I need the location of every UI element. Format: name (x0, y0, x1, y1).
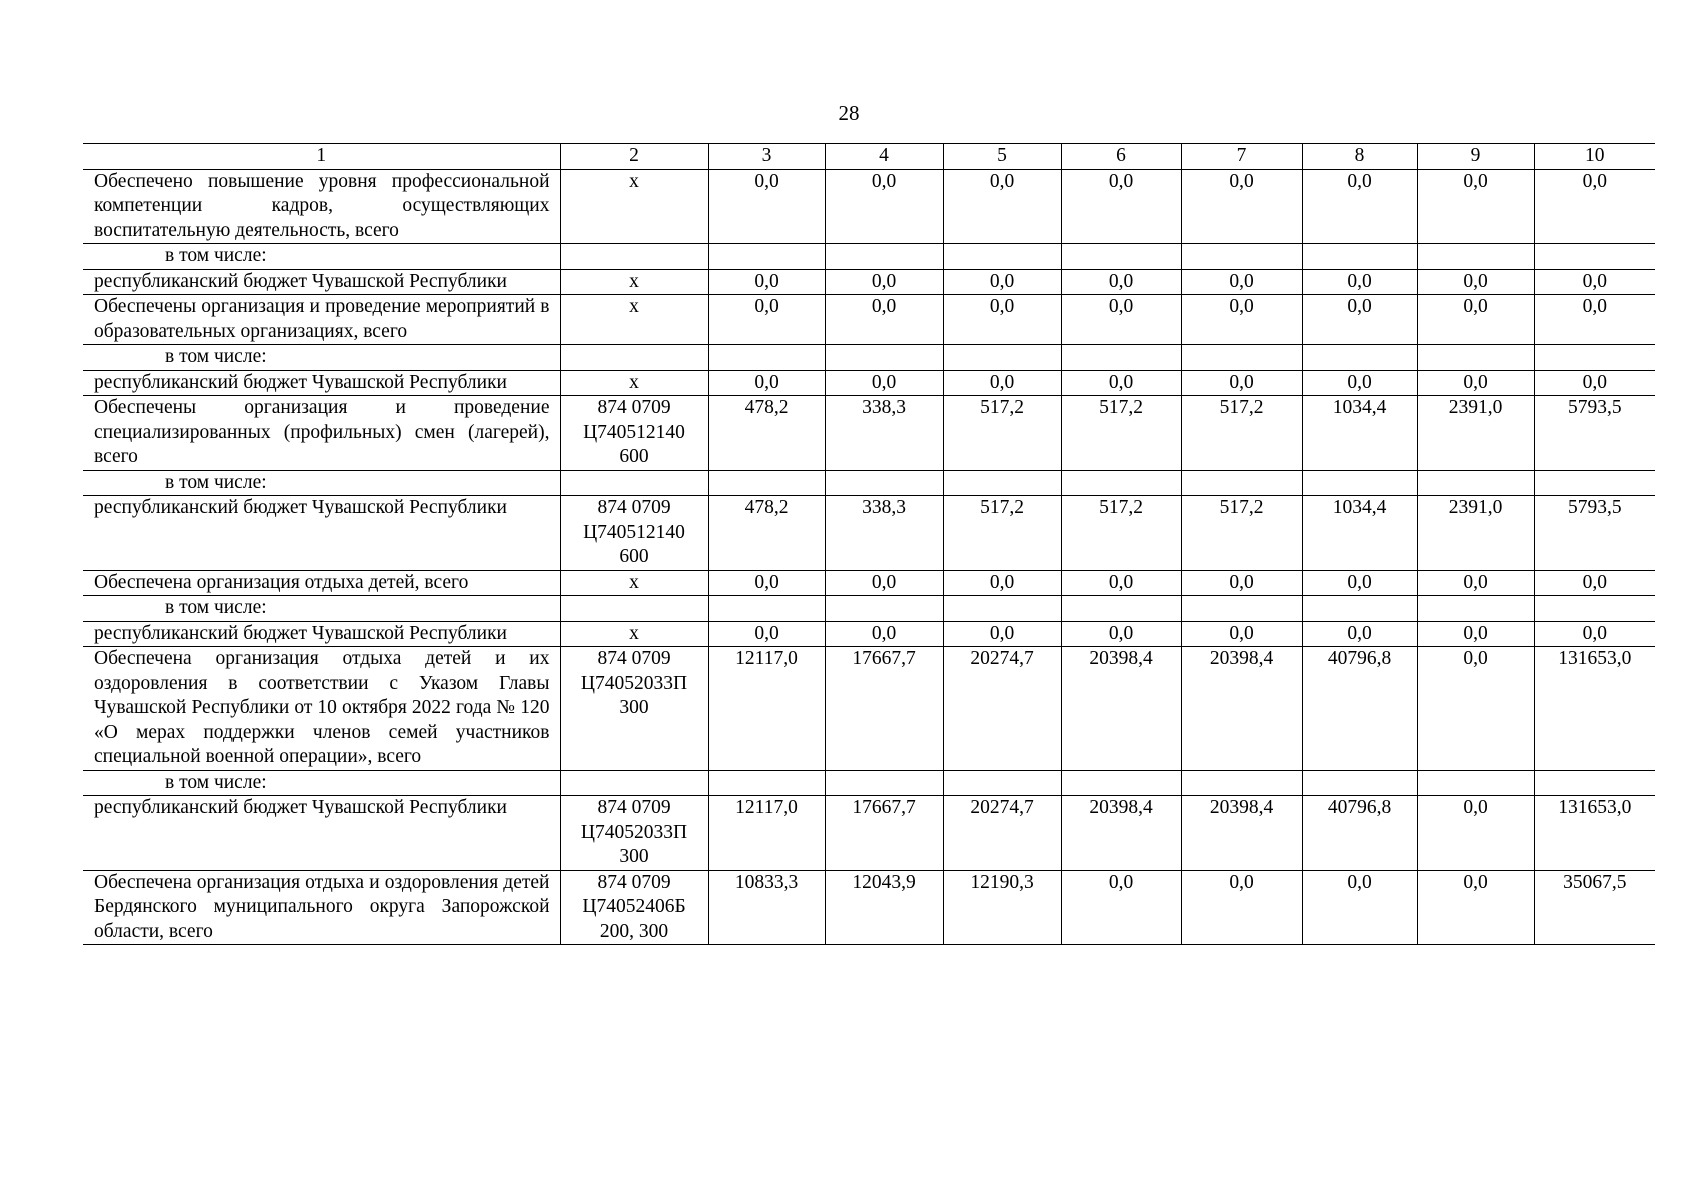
budget-code-cell (560, 647, 708, 771)
value-cell: 17667,7 (825, 647, 943, 771)
budget-code-cell (560, 796, 708, 871)
value-cell (708, 596, 825, 622)
budget-code-line: Ц74052033П (580, 672, 688, 694)
value-cell: 0,0 (1181, 295, 1302, 345)
column-header: 5 (943, 144, 1061, 170)
column-header: 8 (1302, 144, 1417, 170)
value-cell: 0,0 (943, 621, 1061, 647)
value-cell: 17667,7 (825, 796, 943, 871)
value-cell: 0,0 (1534, 370, 1655, 396)
value-cell: 0,0 (943, 370, 1061, 396)
value-cell (1302, 770, 1417, 796)
value-cell: 12043,9 (825, 870, 943, 945)
value-cell (1534, 470, 1655, 496)
value-cell: 0,0 (1534, 570, 1655, 596)
budget-code-cell (560, 169, 708, 244)
budget-code-cell (560, 370, 708, 396)
budget-code-line: Ц740512140 (583, 421, 685, 443)
column-header: 10 (1534, 144, 1655, 170)
row-name: Обеспечены организация и проведение специализированных (профильных) смен (лагерей), всего (83, 396, 560, 471)
table-row (83, 169, 1655, 244)
value-cell: 0,0 (1417, 570, 1534, 596)
budget-code-line: 874 0709 (597, 648, 671, 669)
column-header: 6 (1061, 144, 1181, 170)
subheader-row (83, 470, 1655, 496)
value-cell: 1034,4 (1302, 396, 1417, 471)
value-cell: 0,0 (825, 295, 943, 345)
budget-code-line: х (629, 571, 639, 593)
value-cell (1061, 244, 1181, 270)
value-cell: 131653,0 (1534, 796, 1655, 871)
value-cell: 12190,3 (943, 870, 1061, 945)
value-cell: 0,0 (1534, 169, 1655, 244)
column-header: 7 (1181, 144, 1302, 170)
value-cell (708, 345, 825, 371)
value-cell: 12117,0 (708, 647, 825, 771)
value-cell: 40796,8 (1302, 796, 1417, 871)
value-cell (825, 596, 943, 622)
budget-code-line: 874 0709 (597, 797, 671, 818)
value-cell: 0,0 (1181, 570, 1302, 596)
column-header: 1 (83, 144, 560, 170)
value-cell (943, 596, 1061, 622)
value-cell: 20398,4 (1181, 647, 1302, 771)
value-cell (1534, 596, 1655, 622)
value-cell (1417, 770, 1534, 796)
value-cell: 0,0 (1302, 295, 1417, 345)
budget-code-line: 874 0709 (597, 397, 671, 418)
table-row (83, 647, 1655, 771)
value-cell: 0,0 (1181, 269, 1302, 295)
budget-code-line: 874 0709 (597, 497, 671, 518)
column-number-row (83, 144, 1655, 170)
budget-code-line: Ц740512140 (583, 521, 685, 543)
budget-code-line: 200, 300 (599, 920, 669, 942)
budget-code-cell (560, 496, 708, 571)
value-cell (1181, 470, 1302, 496)
value-cell: 35067,5 (1534, 870, 1655, 945)
budget-code-line: Ц74052406Б (582, 896, 686, 917)
budget-code-line: 300 (619, 846, 649, 867)
value-cell: 0,0 (1302, 870, 1417, 945)
value-cell: 0,0 (943, 269, 1061, 295)
budget-code-cell (560, 295, 708, 345)
value-cell: 131653,0 (1534, 647, 1655, 771)
value-cell: 0,0 (825, 269, 943, 295)
value-cell (1417, 244, 1534, 270)
budget-code-cell (560, 396, 708, 471)
table-body (83, 169, 1655, 945)
value-cell: 0,0 (1061, 370, 1181, 396)
value-cell: 5793,5 (1534, 496, 1655, 571)
budget-code-cell (560, 244, 708, 270)
value-cell: 2391,0 (1417, 496, 1534, 571)
value-cell (943, 770, 1061, 796)
value-cell: 0,0 (943, 295, 1061, 345)
value-cell (825, 470, 943, 496)
row-name: Обеспечена организация отдыха детей и их оздоровления в соответствии с Указом Главы Чувашской Республики от 10 октября 2022 года № 120 «О мерах поддержки членов семей участников специальной военной операции», всего (83, 647, 560, 771)
value-cell: 0,0 (1417, 870, 1534, 945)
row-name: республиканский бюджет Чувашской Республики (83, 496, 560, 571)
value-cell: 20398,4 (1061, 796, 1181, 871)
budget-code-line: х (629, 371, 639, 393)
value-cell (943, 345, 1061, 371)
value-cell: 2391,0 (1417, 396, 1534, 471)
value-cell: 0,0 (1302, 570, 1417, 596)
budget-table (83, 143, 1655, 945)
budget-code-cell (560, 621, 708, 647)
value-cell: 0,0 (708, 621, 825, 647)
table-row (83, 396, 1655, 471)
sub-row (83, 796, 1655, 871)
value-cell: 0,0 (708, 269, 825, 295)
value-cell: 0,0 (1534, 621, 1655, 647)
value-cell (1302, 470, 1417, 496)
value-cell: 478,2 (708, 396, 825, 471)
value-cell: 20398,4 (1181, 796, 1302, 871)
value-cell: 517,2 (943, 496, 1061, 571)
value-cell (1181, 770, 1302, 796)
budget-code-line: 300 (619, 697, 649, 718)
column-header: 9 (1417, 144, 1534, 170)
value-cell: 0,0 (1534, 295, 1655, 345)
value-cell (708, 470, 825, 496)
value-cell (943, 244, 1061, 270)
budget-code-line: х (629, 622, 639, 644)
value-cell (1534, 770, 1655, 796)
value-cell: 0,0 (1417, 169, 1534, 244)
column-header: 3 (708, 144, 825, 170)
value-cell: 517,2 (1181, 396, 1302, 471)
value-cell (1061, 770, 1181, 796)
value-cell: 5793,5 (1534, 396, 1655, 471)
row-name: Обеспечено повышение уровня профессиональной компетенции кадров, осуществляющих воспитательную деятельность, всего (83, 169, 560, 244)
subheader-label: в том числе: (83, 596, 560, 622)
budget-code-line: 874 0709 (597, 871, 671, 893)
row-name: Обеспечены организация и проведение мероприятий в образовательных организациях, всего (83, 295, 560, 345)
value-cell: 0,0 (1417, 370, 1534, 396)
value-cell: 10833,3 (708, 870, 825, 945)
subheader-label: в том числе: (83, 470, 560, 496)
value-cell: 0,0 (1302, 269, 1417, 295)
value-cell (1302, 596, 1417, 622)
budget-code-line: Ц74052033П (580, 821, 688, 843)
value-cell: 0,0 (1061, 870, 1181, 945)
value-cell: 517,2 (943, 396, 1061, 471)
value-cell: 0,0 (1417, 621, 1534, 647)
value-cell: 0,0 (708, 570, 825, 596)
budget-code-cell (560, 770, 708, 796)
value-cell: 0,0 (825, 169, 943, 244)
value-cell: 0,0 (943, 570, 1061, 596)
sub-row (83, 370, 1655, 396)
sub-row (83, 496, 1655, 571)
budget-code-line: х (629, 170, 639, 192)
value-cell (825, 244, 943, 270)
value-cell: 40796,8 (1302, 647, 1417, 771)
budget-code-cell (560, 269, 708, 295)
table-row (83, 295, 1655, 345)
value-cell: 0,0 (1302, 169, 1417, 244)
value-cell (1417, 470, 1534, 496)
value-cell: 0,0 (825, 621, 943, 647)
value-cell: 0,0 (1181, 370, 1302, 396)
subheader-row (83, 244, 1655, 270)
value-cell (943, 470, 1061, 496)
value-cell: 0,0 (825, 370, 943, 396)
row-name: республиканский бюджет Чувашской Республики (83, 370, 560, 396)
value-cell: 517,2 (1061, 396, 1181, 471)
value-cell: 517,2 (1181, 496, 1302, 571)
value-cell: 0,0 (825, 570, 943, 596)
value-cell (1061, 345, 1181, 371)
value-cell (825, 345, 943, 371)
value-cell: 20274,7 (943, 796, 1061, 871)
value-cell: 0,0 (708, 295, 825, 345)
value-cell: 0,0 (708, 169, 825, 244)
value-cell (1181, 596, 1302, 622)
subheader-label: в том числе: (83, 345, 560, 371)
value-cell: 0,0 (1534, 269, 1655, 295)
value-cell: 0,0 (943, 169, 1061, 244)
value-cell: 20274,7 (943, 647, 1061, 771)
column-header: 2 (560, 144, 708, 170)
value-cell (1302, 244, 1417, 270)
sub-row (83, 621, 1655, 647)
value-cell: 338,3 (825, 496, 943, 571)
budget-code-line: 600 (619, 446, 649, 467)
budget-code-line: х (629, 296, 639, 317)
subheader-row (83, 345, 1655, 371)
value-cell (1534, 244, 1655, 270)
value-cell: 517,2 (1061, 496, 1181, 571)
value-cell: 0,0 (708, 370, 825, 396)
subheader-label: в том числе: (83, 244, 560, 270)
value-cell: 0,0 (1061, 621, 1181, 647)
value-cell: 0,0 (1417, 295, 1534, 345)
value-cell: 12117,0 (708, 796, 825, 871)
value-cell (1417, 345, 1534, 371)
value-cell (708, 770, 825, 796)
value-cell: 1034,4 (1302, 496, 1417, 571)
subheader-label: в том числе: (83, 770, 560, 796)
budget-code-cell (560, 345, 708, 371)
value-cell: 0,0 (1417, 796, 1534, 871)
value-cell (708, 244, 825, 270)
value-cell (1417, 596, 1534, 622)
table-row (83, 870, 1655, 945)
value-cell (1061, 470, 1181, 496)
row-name: республиканский бюджет Чувашской Республики (83, 269, 560, 295)
row-name: республиканский бюджет Чувашской Республики (83, 796, 560, 871)
budget-code-line: х (629, 270, 639, 292)
row-name: республиканский бюджет Чувашской Республики (83, 621, 560, 647)
budget-code-cell (560, 870, 708, 945)
sub-row (83, 269, 1655, 295)
budget-code-cell (560, 596, 708, 622)
page-number: 28 (838, 101, 860, 125)
value-cell (1181, 244, 1302, 270)
value-cell: 0,0 (1061, 269, 1181, 295)
value-cell: 0,0 (1417, 647, 1534, 771)
budget-code-cell (560, 570, 708, 596)
value-cell (1302, 345, 1417, 371)
column-header: 4 (825, 144, 943, 170)
value-cell (1534, 345, 1655, 371)
value-cell (1181, 345, 1302, 371)
budget-code-line: 600 (619, 546, 649, 567)
value-cell: 478,2 (708, 496, 825, 571)
value-cell: 20398,4 (1061, 647, 1181, 771)
value-cell: 0,0 (1181, 169, 1302, 244)
value-cell: 0,0 (1302, 621, 1417, 647)
value-cell: 0,0 (1302, 370, 1417, 396)
value-cell (825, 770, 943, 796)
value-cell: 0,0 (1061, 570, 1181, 596)
row-name: Обеспечена организация отдыха и оздоровления детей Бердянского муниципального округа Запорожской области, всего (83, 870, 560, 945)
value-cell: 0,0 (1181, 621, 1302, 647)
budget-code-cell (560, 470, 708, 496)
row-name: Обеспечена организация отдыха детей, всего (83, 570, 560, 596)
value-cell: 0,0 (1181, 870, 1302, 945)
subheader-row (83, 770, 1655, 796)
subheader-row (83, 596, 1655, 622)
value-cell: 0,0 (1061, 295, 1181, 345)
value-cell: 0,0 (1061, 169, 1181, 244)
value-cell: 0,0 (1417, 269, 1534, 295)
value-cell: 338,3 (825, 396, 943, 471)
table-row (83, 570, 1655, 596)
value-cell (1061, 596, 1181, 622)
